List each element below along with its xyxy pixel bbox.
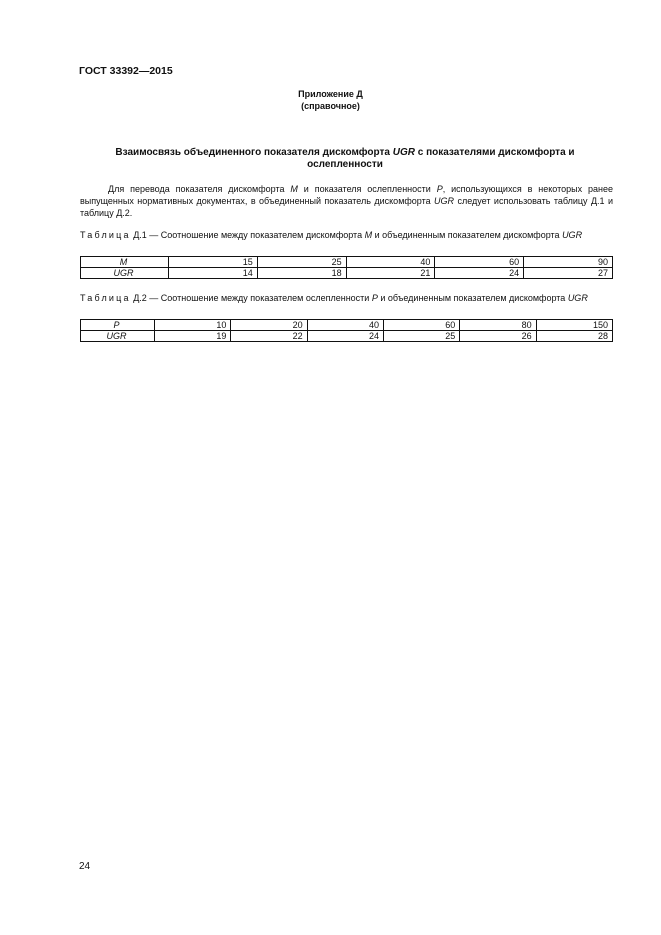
section-title-part1: Взаимосвязь объединенного показателя дискомфорта xyxy=(115,147,393,158)
annex-heading xyxy=(0,88,661,112)
table-cell: 24 xyxy=(307,331,383,342)
table-cell: 27 xyxy=(524,268,613,279)
table1-caption xyxy=(80,229,613,241)
annex-title: Приложение Д xyxy=(298,89,363,99)
intro-symbol-ugr: UGR xyxy=(434,196,455,206)
table-cell: 20 xyxy=(231,320,307,331)
table-cell: 18 xyxy=(257,268,346,279)
page-number: 24 xyxy=(79,861,91,872)
table2-caption-a: Д.2 — Соотношение между показателем ослепленности xyxy=(130,293,372,303)
table-row xyxy=(81,331,613,342)
annex-subtitle: (справочное) xyxy=(301,101,360,111)
table-cell: 21 xyxy=(346,268,435,279)
table-row-head: M xyxy=(81,257,169,268)
intro-paragraph xyxy=(80,183,613,219)
section-title xyxy=(80,147,610,171)
table1-caption-a: Д.1 — Соотношение между показателем дискомфорта xyxy=(130,230,365,240)
table-row xyxy=(81,257,613,268)
table-row xyxy=(81,320,613,331)
document-code: ГОСТ 33392—2015 xyxy=(79,65,173,77)
intro-symbol-p: P xyxy=(436,184,443,194)
table-row-head: P xyxy=(81,320,155,331)
table-cell: 26 xyxy=(460,331,536,342)
table-cell: 25 xyxy=(383,331,459,342)
intro-text-3: , использующихся в некоторых ранее выпущенных нормативных документах, в объединенный показатель дискомфорта xyxy=(80,184,613,206)
table-row-head: UGR xyxy=(81,268,169,279)
table-row-head: UGR xyxy=(81,331,155,342)
table2-caption-ugr: UGR xyxy=(567,293,588,303)
table-cell: 19 xyxy=(155,331,231,342)
table-cell: 15 xyxy=(169,257,258,268)
table-cell: 60 xyxy=(383,320,459,331)
table-cell: 28 xyxy=(536,331,612,342)
table1-caption-symbol: M xyxy=(364,230,373,240)
intro-text-1: Для перевода показателя дискомфорта xyxy=(108,184,291,194)
table1-caption-b: и объединенным показателем дискомфорта xyxy=(372,230,563,240)
table2-label: Таблица xyxy=(80,293,131,303)
table2 xyxy=(80,319,613,342)
table-cell: 14 xyxy=(169,268,258,279)
table2-caption-b: и объединенным показателем дискомфорта xyxy=(377,293,568,303)
section-title-part2: с показателями дискомфорта и ослепленности xyxy=(307,147,575,170)
table-cell: 22 xyxy=(231,331,307,342)
table-cell: 150 xyxy=(536,320,612,331)
table1-label: Таблица xyxy=(80,230,131,240)
intro-text-2: и показателя ослепленности xyxy=(297,184,437,194)
table2-caption xyxy=(80,292,613,304)
intro-symbol-m: M xyxy=(290,184,298,194)
table1 xyxy=(80,256,613,279)
table-cell: 24 xyxy=(435,268,524,279)
table2-caption-symbol: P xyxy=(371,293,378,303)
table-row xyxy=(81,268,613,279)
table-cell: 10 xyxy=(155,320,231,331)
table-cell: 40 xyxy=(307,320,383,331)
intro-text-4: следует использовать таблицу Д.1 и таблицу Д.2. xyxy=(80,196,613,218)
table1-caption-ugr: UGR xyxy=(562,230,583,240)
table-cell: 60 xyxy=(435,257,524,268)
section-title-ugr: UGR xyxy=(392,147,415,158)
table-cell: 25 xyxy=(257,257,346,268)
table-cell: 40 xyxy=(346,257,435,268)
table-cell: 90 xyxy=(524,257,613,268)
table-cell: 80 xyxy=(460,320,536,331)
